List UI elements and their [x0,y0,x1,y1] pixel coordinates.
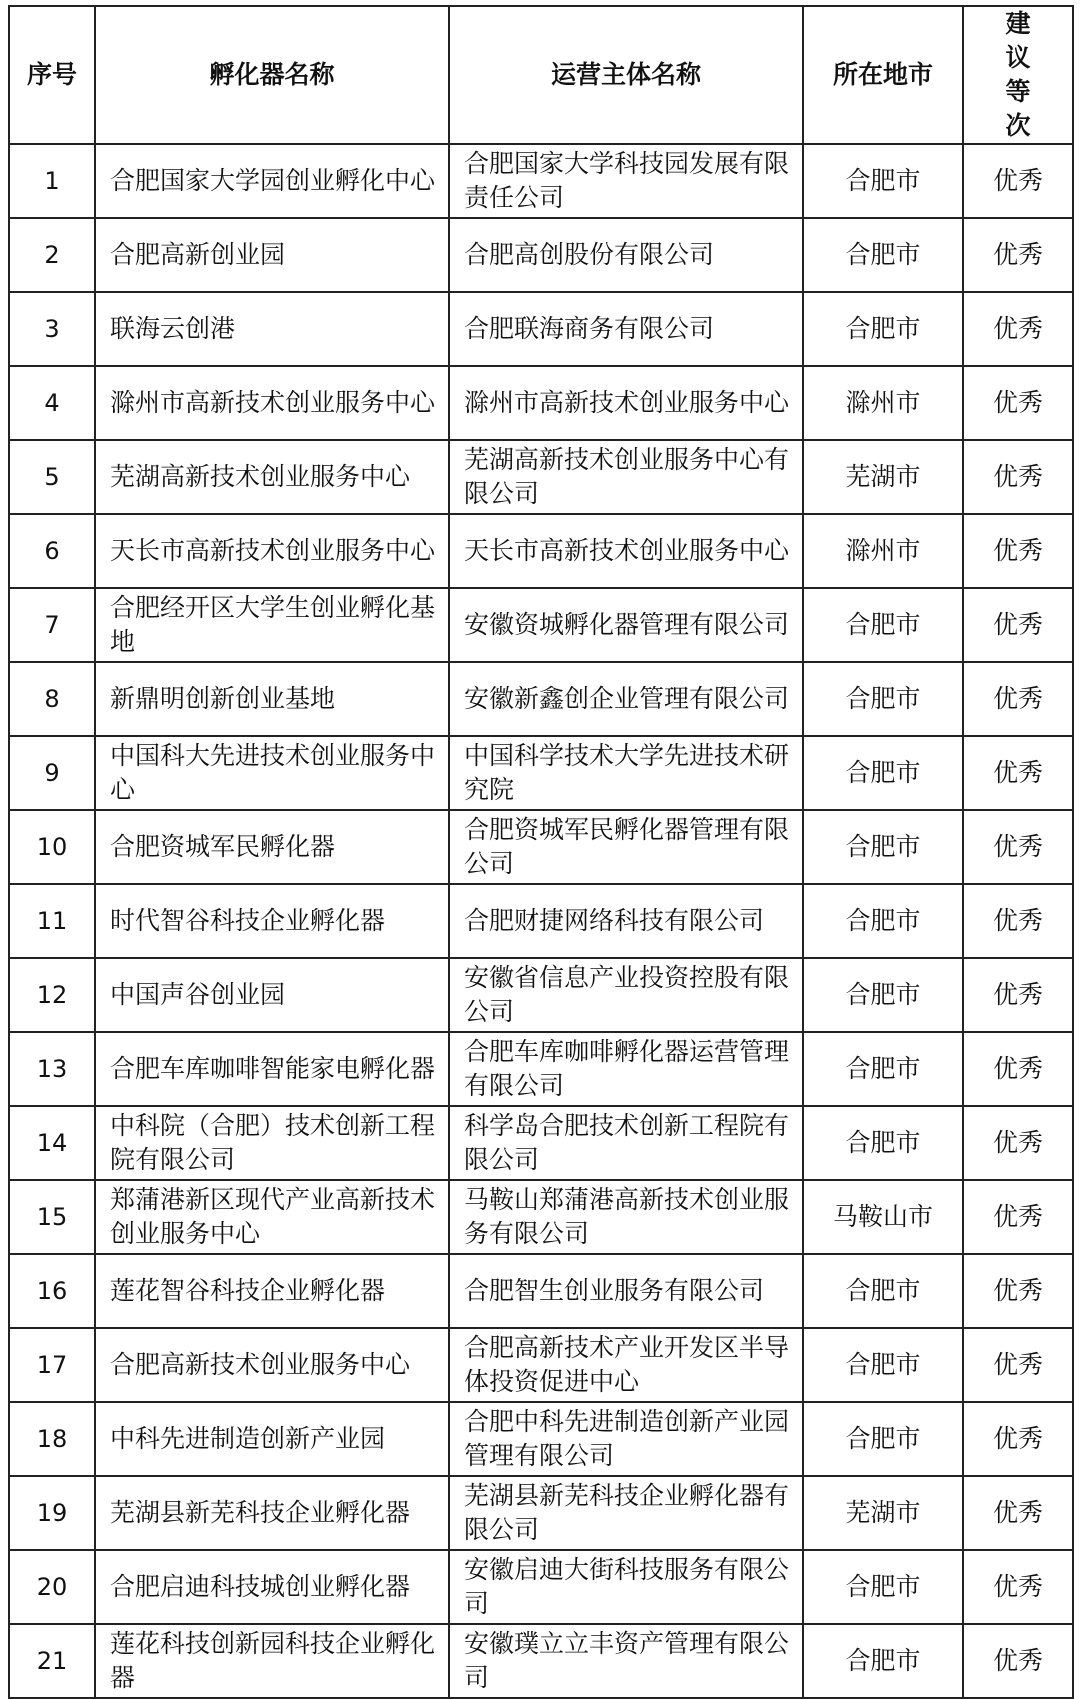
cell-no: 14 [9,1106,95,1180]
cell-no: 11 [9,884,95,958]
cell-city: 滁州市 [803,514,963,588]
cell-city: 合肥市 [803,218,963,292]
cell-city: 合肥市 [803,588,963,662]
cell-city: 合肥市 [803,144,963,218]
cell-operator-name: 滁州市高新技术创业服务中心 [449,366,803,440]
cell-grade: 优秀 [963,440,1073,514]
cell-grade: 优秀 [963,884,1073,958]
table-row [9,144,1073,218]
cell-operator-name: 安徽璞立立丰资产管理有限公司 [449,1624,803,1698]
cell-grade: 优秀 [963,292,1073,366]
cell-no: 3 [9,292,95,366]
cell-no: 20 [9,1550,95,1624]
cell-incubator-name: 合肥车库咖啡智能家电孵化器 [95,1032,449,1106]
cell-incubator-name: 合肥经开区大学生创业孵化基地 [95,588,449,662]
cell-no: 12 [9,958,95,1032]
cell-incubator-name: 中科院（合肥）技术创新工程院有限公司 [95,1106,449,1180]
cell-incubator-name: 中国声谷创业园 [95,958,449,1032]
cell-incubator-name: 新鼎明创新创业基地 [95,662,449,736]
table-body [9,144,1073,1698]
cell-no: 7 [9,588,95,662]
cell-grade: 优秀 [963,1550,1073,1624]
cell-city: 合肥市 [803,1254,963,1328]
cell-incubator-name: 中科先进制造创新产业园 [95,1402,449,1476]
table-row [9,1402,1073,1476]
cell-no: 8 [9,662,95,736]
cell-incubator-name: 合肥启迪科技城创业孵化器 [95,1550,449,1624]
table-row [9,1476,1073,1550]
cell-grade: 优秀 [963,514,1073,588]
cell-incubator-name: 莲花科技创新园科技企业孵化器 [95,1624,449,1698]
cell-grade: 优秀 [963,218,1073,292]
table-row [9,1328,1073,1402]
table-row [9,514,1073,588]
cell-incubator-name: 芜湖高新技术创业服务中心 [95,440,449,514]
cell-operator-name: 安徽新鑫创企业管理有限公司 [449,662,803,736]
cell-grade: 优秀 [963,1476,1073,1550]
cell-grade: 优秀 [963,1328,1073,1402]
incubator-table [8,5,1074,1699]
cell-incubator-name: 滁州市高新技术创业服务中心 [95,366,449,440]
cell-no: 13 [9,1032,95,1106]
cell-operator-name: 合肥中科先进制造创新产业园管理有限公司 [449,1402,803,1476]
cell-grade: 优秀 [963,588,1073,662]
cell-city: 滁州市 [803,366,963,440]
cell-city: 合肥市 [803,1402,963,1476]
cell-incubator-name: 郑蒲港新区现代产业高新技术创业服务中心 [95,1180,449,1254]
table-row [9,218,1073,292]
cell-operator-name: 中国科学技术大学先进技术研究院 [449,736,803,810]
cell-operator-name: 合肥智生创业服务有限公司 [449,1254,803,1328]
cell-no: 19 [9,1476,95,1550]
cell-no: 9 [9,736,95,810]
header-grade: 建议等次 [963,6,1073,144]
cell-no: 15 [9,1180,95,1254]
cell-incubator-name: 合肥国家大学园创业孵化中心 [95,144,449,218]
cell-operator-name: 科学岛合肥技术创新工程院有限公司 [449,1106,803,1180]
cell-grade: 优秀 [963,1106,1073,1180]
cell-grade: 优秀 [963,1254,1073,1328]
cell-incubator-name: 中国科大先进技术创业服务中心 [95,736,449,810]
cell-grade: 优秀 [963,662,1073,736]
cell-operator-name: 马鞍山郑蒲港高新技术创业服务有限公司 [449,1180,803,1254]
table-row [9,810,1073,884]
cell-grade: 优秀 [963,144,1073,218]
table-row [9,366,1073,440]
table-row [9,1106,1073,1180]
cell-operator-name: 安徽省信息产业投资控股有限公司 [449,958,803,1032]
cell-city: 合肥市 [803,884,963,958]
cell-city: 合肥市 [803,1032,963,1106]
cell-incubator-name: 联海云创港 [95,292,449,366]
cell-incubator-name: 芜湖县新芜科技企业孵化器 [95,1476,449,1550]
cell-operator-name: 天长市高新技术创业服务中心 [449,514,803,588]
cell-operator-name: 芜湖县新芜科技企业孵化器有限公司 [449,1476,803,1550]
cell-city: 合肥市 [803,810,963,884]
cell-operator-name: 合肥财捷网络科技有限公司 [449,884,803,958]
cell-no: 2 [9,218,95,292]
cell-city: 合肥市 [803,292,963,366]
cell-city: 芜湖市 [803,440,963,514]
cell-operator-name: 合肥高新技术产业开发区半导体投资促进中心 [449,1328,803,1402]
cell-grade: 优秀 [963,1624,1073,1698]
cell-operator-name: 安徽启迪大街科技服务有限公司 [449,1550,803,1624]
cell-no: 18 [9,1402,95,1476]
cell-city: 合肥市 [803,736,963,810]
table-row [9,1550,1073,1624]
cell-grade: 优秀 [963,810,1073,884]
cell-no: 16 [9,1254,95,1328]
cell-grade: 优秀 [963,736,1073,810]
cell-no: 5 [9,440,95,514]
header-no: 序号 [9,6,95,144]
cell-incubator-name: 莲花智谷科技企业孵化器 [95,1254,449,1328]
cell-no: 6 [9,514,95,588]
table-row [9,440,1073,514]
cell-grade: 优秀 [963,958,1073,1032]
table-row [9,1032,1073,1106]
cell-incubator-name: 时代智谷科技企业孵化器 [95,884,449,958]
cell-operator-name: 芜湖高新技术创业服务中心有限公司 [449,440,803,514]
table-row [9,1180,1073,1254]
cell-city: 马鞍山市 [803,1180,963,1254]
cell-operator-name: 合肥资城军民孵化器管理有限公司 [449,810,803,884]
cell-no: 1 [9,144,95,218]
cell-no: 4 [9,366,95,440]
cell-city: 合肥市 [803,662,963,736]
cell-city: 合肥市 [803,958,963,1032]
cell-grade: 优秀 [963,1402,1073,1476]
header-incubator-name: 孵化器名称 [95,6,449,144]
cell-incubator-name: 合肥资城军民孵化器 [95,810,449,884]
cell-incubator-name: 天长市高新技术创业服务中心 [95,514,449,588]
cell-city: 合肥市 [803,1624,963,1698]
header-operator-name: 运营主体名称 [449,6,803,144]
cell-city: 合肥市 [803,1106,963,1180]
cell-grade: 优秀 [963,1180,1073,1254]
cell-no: 17 [9,1328,95,1402]
cell-no: 10 [9,810,95,884]
table-row [9,662,1073,736]
cell-operator-name: 安徽资城孵化器管理有限公司 [449,588,803,662]
cell-city: 合肥市 [803,1550,963,1624]
cell-no: 21 [9,1624,95,1698]
cell-operator-name: 合肥车库咖啡孵化器运营管理有限公司 [449,1032,803,1106]
cell-city: 芜湖市 [803,1476,963,1550]
table-row [9,588,1073,662]
cell-incubator-name: 合肥高新创业园 [95,218,449,292]
cell-operator-name: 合肥高创股份有限公司 [449,218,803,292]
cell-incubator-name: 合肥高新技术创业服务中心 [95,1328,449,1402]
table-row [9,292,1073,366]
cell-operator-name: 合肥联海商务有限公司 [449,292,803,366]
incubator-table-sheet [8,5,1072,1699]
table-row [9,1624,1073,1698]
table-row [9,736,1073,810]
table-row [9,1254,1073,1328]
header-city: 所在地市 [803,6,963,144]
table-row [9,884,1073,958]
cell-grade: 优秀 [963,366,1073,440]
cell-operator-name: 合肥国家大学科技园发展有限责任公司 [449,144,803,218]
table-row [9,958,1073,1032]
cell-grade: 优秀 [963,1032,1073,1106]
table-header-row [9,6,1073,144]
cell-city: 合肥市 [803,1328,963,1402]
